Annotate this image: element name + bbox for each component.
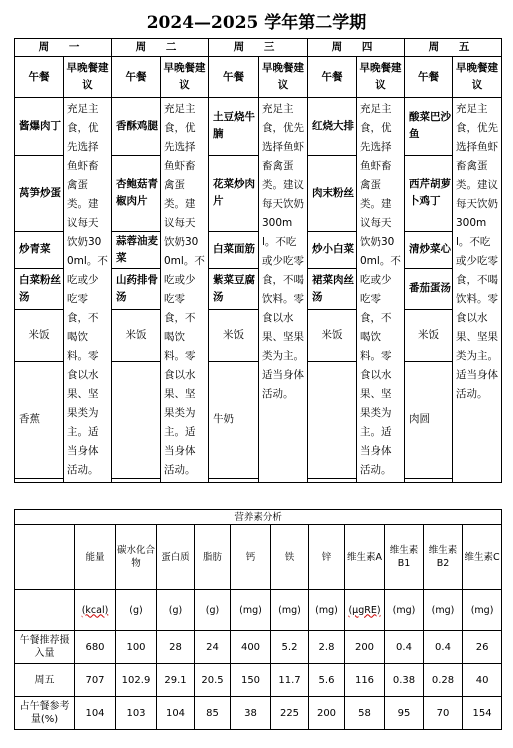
day-header-wed: 周 三 bbox=[209, 39, 308, 57]
thu-dish-3: 炒小白菜 bbox=[308, 231, 357, 268]
spacer-cell bbox=[15, 478, 64, 482]
value-cell: 0.38 bbox=[385, 664, 424, 697]
nutrient-name: 碳水化合物 bbox=[116, 525, 157, 590]
advice-header: 早晚餐建议 bbox=[453, 57, 502, 98]
weekly-menu-table bbox=[14, 38, 502, 483]
mon-dish-1: 酱爆肉丁 bbox=[15, 98, 64, 156]
value-cell: 680 bbox=[75, 631, 116, 664]
nutrient-name: 脂肪 bbox=[195, 525, 231, 590]
lunch-header: 午餐 bbox=[209, 57, 259, 98]
nutrient-name: 铁 bbox=[271, 525, 309, 590]
fri-fruit: 肉圆 bbox=[405, 361, 453, 478]
lunch-header: 午餐 bbox=[405, 57, 453, 98]
day-header-tue: 周 二 bbox=[112, 39, 209, 57]
nutrient-unit bbox=[345, 590, 385, 631]
value-cell: 11.7 bbox=[271, 664, 309, 697]
spacer-cell bbox=[308, 478, 357, 482]
thu-dish-1: 红烧大排 bbox=[308, 98, 357, 156]
nutrient-name: 维生素B1 bbox=[385, 525, 424, 590]
value-cell: 28 bbox=[157, 631, 195, 664]
tue-dish-4: 山药排骨汤 bbox=[112, 268, 161, 310]
value-cell: 95 bbox=[385, 697, 424, 730]
value-cell: 0.4 bbox=[385, 631, 424, 664]
nutrient-name: 维生素B2 bbox=[424, 525, 463, 590]
value-cell: 0.28 bbox=[424, 664, 463, 697]
value-cell: 20.5 bbox=[195, 664, 231, 697]
row-label-recommended: 午餐推荐摄入量 bbox=[15, 631, 75, 664]
value-cell: 104 bbox=[157, 697, 195, 730]
corner-cell bbox=[15, 590, 75, 631]
nutrient-unit: (g) bbox=[157, 590, 195, 631]
spacer-cell bbox=[405, 478, 453, 482]
value-cell: 85 bbox=[195, 697, 231, 730]
day-header-mon: 周 一 bbox=[15, 39, 112, 57]
mon-advice: 充足主食，优先选择鱼虾畜禽蛋类。建议每天饮奶300ml。不吃或少吃零食，不喝饮料。零食以水果、坚果类为主。适当身体活动。 bbox=[64, 98, 112, 483]
value-cell: 103 bbox=[116, 697, 157, 730]
thu-staple: 米饭 bbox=[308, 310, 357, 361]
nutrient-unit-text: (μgRE) bbox=[348, 604, 381, 616]
corner-cell bbox=[15, 525, 75, 590]
wed-dish-3: 白菜面筋 bbox=[209, 231, 259, 268]
spacer-cell bbox=[112, 478, 161, 482]
nutrient-unit: (mg) bbox=[231, 590, 271, 631]
advice-header: 早晚餐建议 bbox=[161, 57, 209, 98]
value-cell: 200 bbox=[345, 631, 385, 664]
value-cell: 154 bbox=[463, 697, 502, 730]
nutrient-unit: (g) bbox=[116, 590, 157, 631]
value-cell: 707 bbox=[75, 664, 116, 697]
value-cell: 5.6 bbox=[309, 664, 345, 697]
day-header-thu: 周 四 bbox=[308, 39, 405, 57]
fri-dish-4: 番茄蛋汤 bbox=[405, 268, 453, 310]
fri-dish-3: 清炒菜心 bbox=[405, 231, 453, 268]
nutrient-unit bbox=[75, 590, 116, 631]
wed-advice: 充足主食，优先选择鱼虾畜禽蛋类。建议每天饮奶300ml。不吃或少吃零食，不喝饮料。零食以水果、坚果类为主。适当身体活动。 bbox=[259, 98, 308, 483]
tue-staple: 米饭 bbox=[112, 310, 161, 361]
value-cell: 38 bbox=[231, 697, 271, 730]
thu-dish-2: 肉末粉丝 bbox=[308, 155, 357, 231]
nutrition-analysis-table bbox=[14, 509, 502, 730]
tue-fruit bbox=[112, 361, 161, 478]
lunch-header: 午餐 bbox=[15, 57, 64, 98]
fri-advice: 充足主食，优先选择鱼虾畜禽蛋类。建议每天饮奶300ml。不吃或少吃零食，不喝饮料。零食以水果、坚果类为主。适当身体活动。 bbox=[453, 98, 502, 483]
lunch-header: 午餐 bbox=[308, 57, 357, 98]
value-cell: 0.4 bbox=[424, 631, 463, 664]
nutrient-name: 钙 bbox=[231, 525, 271, 590]
value-cell: 58 bbox=[345, 697, 385, 730]
nutrient-unit: (mg) bbox=[424, 590, 463, 631]
nutrient-unit: (mg) bbox=[309, 590, 345, 631]
row-label-percent: 占午餐参考量(%) bbox=[15, 697, 75, 730]
advice-header: 早晚餐建议 bbox=[64, 57, 112, 98]
nutrient-name: 维生素C bbox=[463, 525, 502, 590]
nutrient-unit: (mg) bbox=[271, 590, 309, 631]
wed-dish-4: 紫菜豆腐汤 bbox=[209, 268, 259, 310]
nutrition-caption: 营养素分析 bbox=[15, 510, 502, 525]
value-cell: 29.1 bbox=[157, 664, 195, 697]
nutrient-name: 能量 bbox=[75, 525, 116, 590]
value-cell: 104 bbox=[75, 697, 116, 730]
nutrient-unit-text: (kcal) bbox=[81, 604, 109, 616]
tue-advice: 充足主食，优先选择鱼虾畜禽蛋类。建议每天饮奶300ml。不吃或少吃零食，不喝饮料。零食以水果、坚果类为主。适当身体活动。 bbox=[161, 98, 209, 483]
advice-header: 早晚餐建议 bbox=[357, 57, 405, 98]
value-cell: 70 bbox=[424, 697, 463, 730]
tue-dish-3: 蒜蓉油麦菜 bbox=[112, 231, 161, 268]
mon-staple: 米饭 bbox=[15, 310, 64, 361]
value-cell: 200 bbox=[309, 697, 345, 730]
mon-dish-4: 白菜粉丝汤 bbox=[15, 268, 64, 310]
value-cell: 400 bbox=[231, 631, 271, 664]
value-cell: 40 bbox=[463, 664, 502, 697]
value-cell: 26 bbox=[463, 631, 502, 664]
wed-fruit: 牛奶 bbox=[209, 361, 259, 478]
nutrient-unit: (g) bbox=[195, 590, 231, 631]
nutrient-unit: (mg) bbox=[385, 590, 424, 631]
fri-dish-1: 酸菜巴沙鱼 bbox=[405, 98, 453, 156]
advice-header: 早晚餐建议 bbox=[259, 57, 308, 98]
mon-dish-3: 炒青菜 bbox=[15, 231, 64, 268]
nutrient-unit: (mg) bbox=[463, 590, 502, 631]
value-cell: 2.8 bbox=[309, 631, 345, 664]
value-cell: 5.2 bbox=[271, 631, 309, 664]
value-cell: 150 bbox=[231, 664, 271, 697]
thu-dish-4: 裙菜肉丝汤 bbox=[308, 268, 357, 310]
page-title: 2024—2025 学年第二学期 bbox=[146, 13, 367, 33]
thu-fruit bbox=[308, 361, 357, 478]
value-cell: 225 bbox=[271, 697, 309, 730]
value-cell: 100 bbox=[116, 631, 157, 664]
mon-dish-2: 莴笋炒蛋 bbox=[15, 155, 64, 231]
mon-fruit: 香蕉 bbox=[15, 361, 64, 478]
spacer-cell bbox=[209, 478, 259, 482]
thu-advice: 充足主食，优先选择鱼虾畜禽蛋类。建议每天饮奶300ml。不吃或少吃零食，不喝饮料。零食以水果、坚果类为主。适当身体活动。 bbox=[357, 98, 405, 483]
wed-staple: 米饭 bbox=[209, 310, 259, 361]
value-cell: 116 bbox=[345, 664, 385, 697]
fri-staple: 米饭 bbox=[405, 310, 453, 361]
row-label-friday: 周五 bbox=[15, 664, 75, 697]
tue-dish-1: 香酥鸡腿 bbox=[112, 98, 161, 156]
nutrient-name: 蛋白质 bbox=[157, 525, 195, 590]
fri-dish-2: 西芹胡萝卜鸡丁 bbox=[405, 155, 453, 231]
value-cell: 24 bbox=[195, 631, 231, 664]
lunch-header: 午餐 bbox=[112, 57, 161, 98]
nutrient-name: 锌 bbox=[309, 525, 345, 590]
day-header-fri: 周 五 bbox=[405, 39, 502, 57]
wed-dish-1: 土豆烧牛腩 bbox=[209, 98, 259, 156]
nutrient-name: 维生素A bbox=[345, 525, 385, 590]
wed-dish-2: 花菜炒肉片 bbox=[209, 155, 259, 231]
tue-dish-2: 杏鲍菇青椒肉片 bbox=[112, 155, 161, 231]
value-cell: 102.9 bbox=[116, 664, 157, 697]
